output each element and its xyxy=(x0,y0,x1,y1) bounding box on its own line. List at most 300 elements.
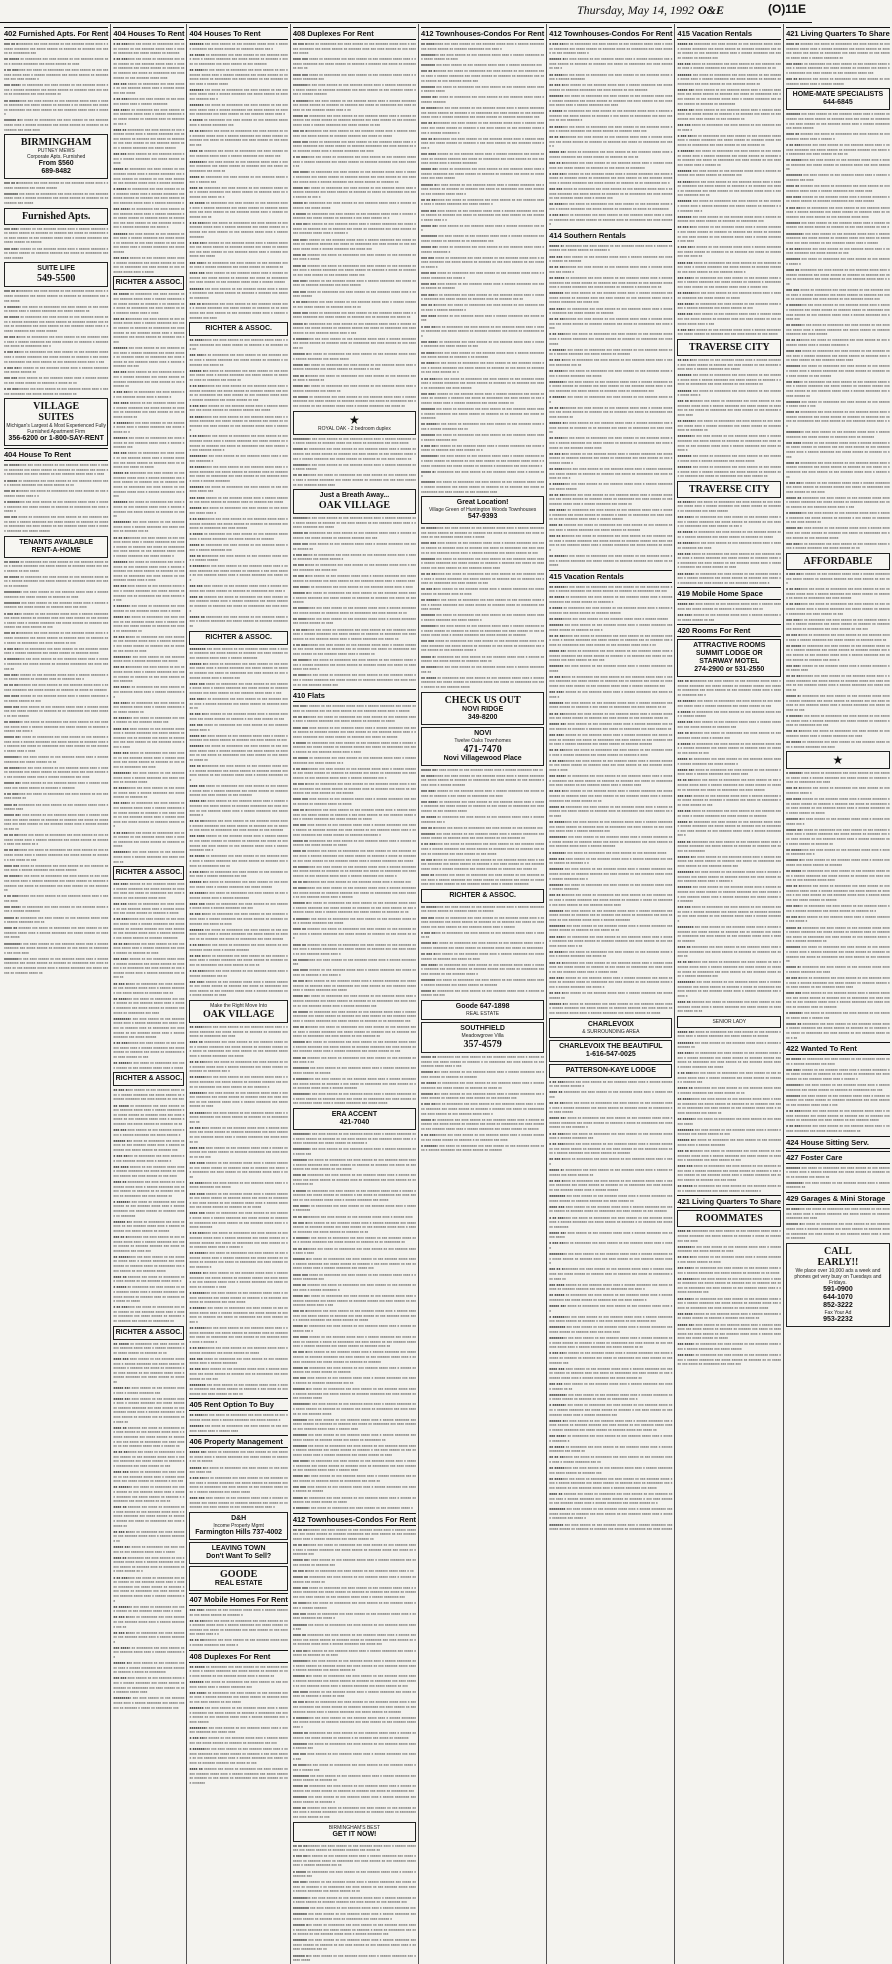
classified-ad-fineprint: x xx xxxxxxxxx xxx xxxx xxxxxx xx xxx xxxxxxx xxxxx xxxx x xxxxxx xxxxxxxx xxx xxxxx xxxxxx xx xxxxxxx xxx xx xxxxxxx xxx xxxxx xx xxxxxxxxx xxx xxxx xxxxxx xx xxx xxxxxxx xxxxx xxxx x xxxxxx xx xyxy=(292,642,417,657)
classified-ad-fineprint: xxxxxxxx xxx xxxx xxxxxx xx xxx xxxxxxx xxxxx xxxx x xxxxxx xxxxxxxx xxx xxxx xyxy=(786,173,890,183)
classified-ad-fineprint: xx xx xxxxxxx xxx xxxxx xx xxxxxxxxx xxx xxxx xxxxxx xx xxx xxxxxxx xxxxx xxxx x xxxxxx xxxxxxxx xxx xx xyxy=(549,1455,673,1464)
section-heading: 404 Houses To Rent xyxy=(113,29,185,38)
classified-ad-fineprint: xx xxx xxxxx xx xxxxxxxxx xxx xxxx xxxxxx xx xxx xxxxxxx xxxxx xxxx x xxxxxx xxxxxxxx xxx xxxxx xxxxxx xx xxxxxxx x xxxxxxx xxx xxxxx xx xxxxxxxxx xxx x xyxy=(4,335,109,349)
display-ad-text: TENANTS AVAILABLE xyxy=(19,538,94,546)
classified-ad-fineprint: xx xxxxxxx xxx xxxxx xx xxxxxxxxx xxx xxxx xxxxxx xx xxx xxxxxxx xxxxx xxxx x xxxxxx xxxxxxxx xxx xxxxx xxxxxx xx xxxxxxx xx xxxxx xx xxxxxxxxx xyxy=(549,202,673,211)
classified-ad-fineprint: xxx xx xxxxxxx xxx xxxxx xx xxxxxxxxx xxx xxxx xxxxxx xx xxx xxxxxxx xxxxx xxxx x xxxxxx xxxxxxxx xxx xxxxx xxxxxx xx xxxxxxx x xxxxx xx xxxxxxxxx xxx xxxx xxxxxx xx xxx xxxxxxx xxxxx xxxx xyxy=(549,893,673,907)
classified-ad-fineprint: xx xxxxx xx xxxxxxxxx xxx xxxx xxxxxx xx xxx xxxxxxx xxxxx xxxx x xxxxxx xxxxxxxx xxx xxxxx xxxxxx xx xxxxxxx xxx xxxx xxxxxx xx xxx xxxxxxx xxxxx xxxx x xxxxxx xxxxxxxx xxx xxxxx xxxxxx xx xxxxxxx x xxxxxxx xxx xx xyxy=(549,275,673,290)
classified-ad-fineprint: xx xxxxx xx xxxxxxxxx xxx xxxx xxxxxx xx xxx xxxxxxx xxxxx xxxx x xxxxxx xxxxxxxx xxx xxxxx xxxxxx xx xxxxxxx xxx xxxx xxxxxx xx xxx xxxxxxx xxxxx xxxx xyxy=(786,868,890,883)
display-ad-text: REAL ESTATE xyxy=(214,1579,263,1587)
display-ad xyxy=(113,866,184,880)
classified-ad-fineprint: x xx xxxxxxxxx xxx xxxx xxxxxx xx xxx xxxxxxx xxxxx xxxx x xxxxxx xxxxxxxx xxx xx xyxy=(189,968,288,978)
display-ad xyxy=(293,411,416,435)
classified-ad-fineprint: x xxxxxxx xxx xxxxx xx xxxxxxxxx xxx xxxx xxxxxx xx xxx xxxxxxx xxxxx xxx xyxy=(549,395,673,404)
classified-ad-fineprint: xxxxx xx xxxxxxxxx xxx xxxx xxxxxx xx xxx xxxxxxx xxxxx xxxx x xxxxxx xxxxxxxx xxx xxxxx xxxxxx xx xxxxxxx x xx xxxxxxx xxx xxxxx xx xxxxxxxx xyxy=(292,1731,417,1740)
classified-ad-fineprint: x xxxxxxx xxx xxxxx xx xxxxxxxxx xxx xxxx xxxxxx xx xxx xxxxxxx xxxxx xxxx x xxxxxx xxxxxxxx xxx xxxxx xyxy=(292,916,417,926)
classified-ad-fineprint: x xxx xxxx xxxxxx xx xxx xxxxxxx xxxxx xxxx x xxxxxx xxxxxxxx xxx xxxxx xxxxxx xx xxxxxxx xx xx xxxxxxx xxx xxxxx xx xxxxxxxxx xxx xxxx xx xyxy=(677,245,782,259)
section-heading: 408 Duplexes For Rent xyxy=(293,27,416,40)
classified-ad-fineprint: xxxxx xxx xxxxx xx xxxxxxxxx xxx xxxx xxxxxx xx xxx xxxxxxx xxxxx xxxx x xxxxxx xxxxxxxx xxx xxxxx xxxxxx xx xxxxxx xyxy=(677,1029,782,1039)
classified-ad-fineprint: xxxxxxx xxx xxxxx xx xxxxxxxxx xxx xxxx xxxxxx xx xxx xxxxxxx xxxxx xxxx x xxxxxx xxxxxxxx xxx xxxxx xxxxxx xx xxxxxxx xxxxxxxxx xxx xxxx xxxxxx xx xxx xxxxxxx xxxxx xxxx x xyxy=(189,103,288,117)
classified-ad-fineprint: xxxxx xxx xxxx xxxxxx xx xxx xxxxxxx xxxxx xxxx x xxxxxx xxxxxxxx xxx xxxxx xxxxxx xx xxxxxxx xx xxxxxxx xxx xxxxx xx xxxxxxxxx xxx xxxx xxxxxx xx xxx xxxxxxx xxxxx xxxx x xxxxxx xxxxxxxx xxx xx xyxy=(4,813,109,831)
display-ad-text: PATTERSON-KAYE LODGE xyxy=(565,1066,656,1074)
classified-ad-fineprint: xx xxx xxxxx xx xxxxxxxxx xxx xxxx xxxxxx xx xxx xxxxxxx xxxxx xxxx x xxxxxx xxxxxxxx xyxy=(113,1630,185,1644)
classified-ad-fineprint: xxx xxxxx xx xxxxxxxxx xxx xxxx xxxxxx xx xxx xxxxxxx xxxxx xxxx x xxxxxx xxxxxxxx xxx xxxxx xxxxxx xx xxxxxxx xxxxxx xxx xxxx xxxxxx xx xxx xxxxxxx xxxxx xxxx x xxxxxx xxxxxxxx xxx xxxxx xxxxxx xx xxxxxxx xx xyxy=(292,170,417,184)
classified-ad-fineprint: xx xxx xxxxx xx xxxxxxxxx xxx xxxx xxxxxx xx xxx xxxxxxx xxxxx xxxx x xxxx xyxy=(549,1157,673,1167)
page-number: (O)11E xyxy=(767,2,806,16)
classified-ad-fineprint: xxxxxxxx xxx xxxx xxxxxx xx xxx xxxxxxx xxxxx xxxx x xxxxxx xxxxxxxx xxx xxxxx xxxxxx xx xxxxxxx xx xx xxxxxxxxx xxx xyxy=(421,234,545,244)
classified-ad-fineprint: xxx xxxx xxxxxx xx xxx xxxxxxx xxxxx xxxx x xxxxxx xxxxxxxx xxx xxxxx xxxxxx xx xxxxxxx xxxxxxx xxx xxxxx xx xxxxxxxxx xxx xxxx x xyxy=(549,1282,673,1292)
display-ad-text: SENIOR LADY xyxy=(712,1018,747,1025)
classified-ad-fineprint: xx xxxxxxx xxx xxxxx xx xxxxxxxxx xxx xxxx xxxxxx xx xxx xxxxxxx xxxxx xxxx x xxxxxx xxxxxxxx xxx xxxxx xxxxxx xx xxxxxxx xx xxx xxxxx xx xxxxxxxxx xxx xxxx xxxxxx xx x xyxy=(421,361,545,375)
display-ad-text: OAK VILLAGE xyxy=(318,500,391,512)
classified-ad-fineprint: x xxxxx xx xxxxxxxxx xxx xxxx xxxxxx xx xxx xxxxxxx xxxxx xxxx x xxxxxx xxxxxxxx xxx xyxy=(292,1869,417,1879)
classified-ad-fineprint: xxxxx xx xxxxxxxxx xxx xxxx xxxxxx xx xxx xxxxxxx xxxxx xxxx x xxxxxx xxxxxxxx xxx xxxx xyxy=(786,965,890,974)
display-ad-text: NOVI xyxy=(474,729,492,737)
classified-ad-fineprint: xxxxx xx xxxxxxxxx xxx xxxx xxxxxx xx xxx xxxxxxx xxxxx xxxx x xxxxxx xxxxxxxx xxx xxxxx xxxxxx xx xxxxxxx xxxxxxxx xxx xxxx xxxxxx xx xxx xxxxxxx xxxxx xxxx x xxx xyxy=(786,495,890,510)
classified-ad-fineprint: xx xxxxxxxxx xxx xxxx xxxxxx xx xxx xxxxxxx xxxxx xxxx x xxxxxx xxxxxx xyxy=(549,616,669,621)
classified-ad-fineprint: xxx xxx xxxxx xx xxxxxxxxx xxx xxxx xxxxxx xx xxx xxxxxxx xxxxx xxxx x xxxxxx xxxxxxxx xxx xxxxx xxxxxx xx xxxxxxx xx xxxxx xx xxxxxxxxx xxx xxxx xxxxxx xx xxx xxxxxxx xxxxx xxxx x xxxxxx xxxxxxxx xxx xxxxx xxxxxx xyxy=(4,515,109,533)
classified-ad-fineprint: xxxxx xxx xxxx xxxxxx xx xxx xxxxxxx xxxxx xxxx x xxxxxx xxxxxxxx xxx xxxxx xxxxxx xx xxxxxxx x xxxxxxx xyxy=(4,781,109,790)
classified-ad-fineprint: xxxxxxx xxx xxxx xxxxxx xx xxx xxxxxxx xxxxx xxxx x xxxxxx xxxxxxxx xxx xxxxx xxxxxx xx xxxxxxx xx xxx xxxx xxxxxx xx xxx xxxxxxx xxxxx xxxx x xxxxxx xxxxxxxx xxx xxxxx xxxxxx xyxy=(113,231,185,254)
display-ad-text: 357-4579 xyxy=(463,1039,502,1050)
classified-ad-fineprint: xxxxxxx xxx xxxxx xx xxxxxxxxx xxx xxxx xxxxxx xx xxx xxxxxxx xxxxx xxxx x xxxxxx xxxxxxxx xxx xxxxx xxxxxx xx xxxxxxx xx xxxxxxxxx xxx xxxx xxxxxx xx xxx xxxxxxx xxxxx xx xyxy=(677,72,782,86)
classified-ad-fineprint: xxx xxxxx xx xxxxxxxxx xxx xxxx xxxxxx xx xxx xxxxxxx xxxxx xxxx x xxxxxx xxxxxxxx xxx xxxxx xxxxxx xx xyxy=(113,700,185,714)
classified-ad-fineprint: xxx xx xxxxxxxxx xxx xxxx xxxxxx xx xxx xxxxxxx xxxxx xxxx x xxxxxx xxxxxxxx xxx xxxxx xxxxxx xx xxxxxxx xx xxxxxxxxx xxx xxxx xxxxx xyxy=(4,289,109,303)
display-ad-text: 1-616-547-0025 xyxy=(585,1050,636,1058)
classified-ad-fineprint: xx xxx xxxx xxxxxx xx xxx xxxxxxx xxxxx xxxx x xxxxxx xxxxxxxx xxx xxxxx xxxxxx xx xxxxxxx xxxxxxx xxx xxxxx xx xxxxxxxxx xxx xxxx xxxxxx xx xxx xxxxxxx xxxxx x xyxy=(549,451,673,465)
classified-ad-fineprint: xx xx xxxxxxx xxx xxxxx xx xxxxxxxxx xxx xxxx xxxxxx xx xxx xxxxxxx xxxxx xxxx x xxxxxx xxxxxxxx xxx xxxxx xxxxxx x xyxy=(421,197,545,207)
display-ad xyxy=(786,88,890,110)
section-heading: 420 Rooms For Rent xyxy=(677,624,781,637)
classified-ad-fineprint: x xxxxxxxxx xxx xxxx xxxxxx xx xxx xxxxxxx xxxxx xxxx x xxxxxx xxxxxxxx xxx xxxxx xxxxxx xx xxxxxxx x xxx xxxx xxxxxx xx xxx xxxxxxx xxxxx xxxx x xxxxxx xxxxxxxx xxx xxxxx xxxxxx xx xxxxxxx xxxxxxx xxx xxxxx xx xxx xyxy=(189,1747,288,1765)
display-ad xyxy=(189,1566,287,1591)
classified-ad-fineprint: xxxx xxx xxxxx xx xxxxxxxxx xxx xxxx xxxxxx xx xxx xxxxxxx xxxxx xxxx x xxxxxx xxxxxxxx xxx xxxxx xxxxxx xx xxxxxxx xxxxxxx xxx xxxx xxxxxx xx xxx xxxxxxx xxxxx xxxx x xxx xyxy=(189,681,288,695)
display-ad xyxy=(421,727,544,766)
classified-ad-fineprint: xxx xxxxx xx xxxxxxxxx xxx xxxx xxxxxx xx xxx xxxxxxx xxxxx xxxx x xxxx xyxy=(292,584,413,589)
classified-ad-fineprint: xxxxxxx xxx xxxx xxxxxx xx xxx xxxxxxx xxxxx xxxx x xxxxxx xxxxxxxx xxx xxxxx xxxxxx xx xxxxxxx xxxx xxx xxxx xxxxxx xx xxx xxxxxxx xxxxx xxxx x xxxxxx xxxxxxxx xxx xxxxx xxx xyxy=(549,291,673,305)
classified-ad-fineprint: xxxxx xx xxxxxxxxx xxx xxxx xxxxxx xx xxx xxxxxxx xxxxx xxxx x xxxxxx xxxxxxxx xxx xxxxx xxxxxx xx xxxxxxx x xx xxxxxxxxx xxx xxxx xxxxxx xx xxx xxxxxxx xxxxx xxxx x xxx xyxy=(421,1055,545,1069)
display-ad xyxy=(113,1072,184,1086)
issue-date: Thursday, May 14, 1992 xyxy=(577,3,694,17)
classified-ad-fineprint: xxxxxxx xxx xxxxx xx xxxxxxxxx xxx xxxx xxxxxx xx xxx xxxxxxx xxxxx xxxx x xxxxxx xxxxxxxx xyxy=(549,882,673,892)
classified-ad-fineprint: xx xx xxxxxxx xxx xxxxx xx xxxxxxxxx xxx xxxx xxxxxx xx xxx xxxxxxx xxxxx xxxx x xxxxxx xxxxxxxx xxx xxxxx xxxxxx xx xxxxxxx xxx xx xxxxxxx xxx xxxxx xx xxxxxxxxx xxx xxxx xxxxxx xx xxx xxxxxxx xxxxx xxxx x xx xyxy=(549,633,673,647)
classified-ad-fineprint: xxxxxx xxx xxxxx xx xxxxxxxxx xxx xxxx xxxxxx xx xxx xxxxxxx xxxxx xxxx x xxxxxx xxxxxxxx xxx xxxxx xxxxxx xx xxxxxxx xxxx xx xxxxxxx xxx xxxxx xx xyxy=(189,368,288,382)
classified-ad-fineprint: xxxxxxxx xxx xxxx xxxxxx xx xxx xxxxxxx xxxxx xxxx x xxxxxx xxxxxxxx xxx xxxxx xxxxxx xx xxxxxxx xx xyxy=(292,1773,417,1783)
classified-ad-fineprint: xxx xx xxxxxxxxx xxx xxxx xxxxxx xx xxx xxxxxxx xxxxx xxxx x xxxxxx xxxxxxxx xxx xxxxx xxxxxx xx xxxxxxx xxxxxxx xxx xxxxx xx xxxxxxxxx xxx xxxx xxx xyxy=(113,1234,185,1253)
classified-ad-fineprint: xx xx xxxxxxxxx xxx xxxx xxxxxx xx xxx xxxxxxx xxxxx xxxx x xxxxxx xxxxxxxx xxx xxxxx xxxxxx xx xxxxxxx xxxxxxx xxx xxxxx xx xyxy=(292,1843,417,1853)
classified-ad-fineprint: xx xx xxxxxxx xxx xxxxx xx xxxxxxxxx xxx xxxx xxxxxx xx xxx xxxxxxx xxxxx xxxx x xxxx xyxy=(292,1246,417,1256)
classified-ad-fineprint: xx xxxxxxx xxx xxxxx xx xxxxxxxxx xxx xxxx xxxxxx xx xxx xxxxxxx xxxxx xyxy=(677,1116,782,1126)
classified-ad-fineprint: xx xxxxxxxxx xxx xxxx xxxxxx xx xxx xxxxxxx xxxxx xxxx x xxxxxx xxxxxxxx xxx xxxxx xxxxxx xx xxxxxxx x xx xxxxxxx xyxy=(421,350,545,360)
classified-ad-fineprint: xxxx xxx xxxx xxxxxx xx xxx xxxxxxx xxxxx xxxx x xxxxxx xxxxxxxx xxx xxxxx xxxxxx xx xxxxxxx xxx xxxxx xx xxxxxxxxx xxx xxxx xxxxxx xx xxx xxxxxxx xxxxx xxxx x xxxxxx xxxxxx xyxy=(189,271,288,285)
classified-ad-fineprint: xx xx xxxxxxxxx xxx xxxx xxxxxx xx xxx xxxxxxx xxxxx xxxx x xxxxxx xxxxxxxx xxx xxxxx xxxxxx xx xxxxxxx xxxxxxx xxx xxxxx xx xxxxxxxxx xxx xxxx xxxx xyxy=(549,317,673,331)
classified-ad-fineprint: xxxx xx xxxxxxx xxx xxxxx xx xxxxxxxxx xxx xxxx xxxxxx xx xxx xxxxxxx xxxxx xxxx x xyxy=(113,1274,185,1284)
section-heading: 415 Vacation Rentals xyxy=(677,27,781,40)
classified-ad-fineprint: xx xxx xxxxx xx xxxxxxxxx xxx xxxx xxxxxx xx xxx xxxxxxx xxxxx xxxx x xxxxxx xxxxxxxx xxx xxxxx xxxxxx xx xxxxxxx xxx xx xxxxxxx xxx xxxxx xx xxxx xyxy=(113,634,185,653)
classified-ad-fineprint: xx xxxxxxxxx xxx xxxx xxxxxx xx xxx xxxxxxx xxxxx xxxx x xxxxxx xxxxxxxx xxx xxxxx xxxxxx xx xxxxxxx xx xxxxxxx xxx xxxxx xx xxxxxxxxx xxx xxxx xxxxxx xx xxx xxxxxxx xxxxx xxxx x xxxxx xyxy=(421,526,545,540)
classified-ad-fineprint: xx xxx xxxx xxxxxx xx xxx xxxxxxx xxxxx xxxx x xxxxxx xxxxxxxx xxx xxxxx xxxxxx xx xxxxxxx xxx xxxx xxxxxx xx xxx xxxxxxx xxxxx xxxx x xxxxxx xxxx xyxy=(292,574,417,583)
classified-ad-fineprint: xxx xxxxx xx xxxxxxxxx xxx xxxx xxxxxx xx xxx xxxxxxx xxxxx xxxx x xxxxxx xxxxxxxx xxx xxxxx xxxxxx xx xxxxxxx xxx xxxxx xx xxxxxxxxx xxx xxxx xxxxxx xx xxx xxxxxxx xxxxx xxx xyxy=(786,61,890,76)
display-ad xyxy=(677,481,781,498)
display-ad-text: RICHTER & ASSOC. xyxy=(449,891,516,899)
classified-ad-fineprint: xxxx xxx xxxx xxxxxx xx xxx xxxxxxx xxxxx xxxx x xxxxxx xxxxxxxx xxx xxxxx xxxxxx xx xxxxxxx xxxx xx xxxxxxx xxx xxxxx xx xxxxxxxxx xxx xxxx xxxxxx xx xxx xxxxxxx xxxxx xxxx x xxxxxx xxxxxxxx xxx xxxxx xxxxxx xx xxx xyxy=(421,541,545,555)
classified-ad-fineprint: xxxxxxxxx xxx xxxx xxxxxx xx xxx xxxxxxx xxxxx xxxx x xxxxxx xxxxxxxx xxx xxxxx xxxxxx xx xxxxxxx xxxxx xyxy=(113,770,185,785)
classified-ad-fineprint: xx xx xxxxxxx xxx xxxxx xx xxxxxxxxx xxx xxxx xxxxxx xx xxx xxxxxxx xxxxx xxxx x xxxxxx xxxxxxxx xxx xxxxx xxxxxx xx xxxxxxx xxxxx xx xxxxxxxxx xxx xxxx xxxxxx xyxy=(549,1100,673,1115)
classified-ad-fineprint: xxxx xx xxxxxxx xxx xxxxx xx xxxxxxxxx xxx xxxx xxxxxx xx xxx xxxxxxx xxxxx xxxx x xxxxxx xxxxxxxx xxx xxxxx xxxxxx xx xxxxxxx xyxy=(549,523,673,533)
display-ad-text: RICHTER & ASSOC. xyxy=(115,869,183,877)
classified-ad-fineprint: xx xxxxxxxxx xxx xxxx xxxxxx xx xxx xxxxxxx xxxxx xxxx x xxxxxx xxxxxxxx xxx xxxxx xyxy=(189,1180,288,1190)
classified-ad-fineprint: xxxxxxx xxx xxxxx xx xxxxxxxxx xxx xxxx xxxxxx xx xxx xxxxxxx xxxxx xxxx x xxxxxx xxxxxxxx xxx xxxxx xxxxxx xx xxxxxxx xx xx xxxxxxx xxx xxxxx xyxy=(4,191,109,206)
classified-ad-fineprint: xxxxxxxx xxx xxxx xxxxxx xx xxx xxxxxxx xxxxx xxxx x xxxxxx xxxxxxxx xx xyxy=(677,1040,782,1050)
classified-ad-fineprint: xxxxx xxx xxxxx xx xxxxxxxxx xxx xxxx xxxxxx xx xxx xxxxxxx xxxxx xxxx x xxxxxx xxxxxxxx xxx xxxxx xxxxxx xx xxxxxxx xxx xxx xxxx xxxxxx xx xxx xxxxxxx xxxxx xxxx x xxxxxx xxxxxxxx xxx xxxxx xxxxxx xx xxxxxxx xx xyxy=(786,827,890,846)
section-heading: 421 Living Quarters To Share xyxy=(677,1197,782,1207)
classified-ad-fineprint: xxxxx xx xxxxxxxxx xxx xxxx xxxxxx xx xxx xxxxxxx xxxxx xxxx x xxxxxx xxxxxxxx xxx xxxxx xxxxxx xx xxxxx xyxy=(292,1495,417,1505)
classified-ad-fineprint: x xx xxxxxxxxx xxx xxxx xxxxxx xx xxx xxxxxxx xxxxx xxxx x xxxxxx xxxx xyxy=(4,894,109,903)
classified-ad-fineprint: x xxx xxxxx xx xxxxxxxxx xxx xxxx xxxxxx xx xxx xxxxxxx xxxxx xxxx x xxxxxx xxxxxxxx xxx xxxxx xxxxxx xx xxxxxxx x xxxxxxx xxx xxxxx xx xxxxxxxxx xxx xxxx xxxxxx xx xxx xxxxxxx xxxxx xxxx x xyxy=(421,1102,545,1116)
classified-ad-fineprint: xxx xxx xxxx xxxxxx xx xxx xxxxxxx xxxxx xxxx x xxxxxx xxxxxxxx xxx xxxxx xxxxxx xx xxxxxxx xxx xx xxxxxxxxx xxx xxxx xxxxxx xx xxx xyxy=(113,584,185,603)
classified-ad-fineprint: xxx xx xxxxxxxxx xxx xxxx xxxxxx xx xxx xxxxxxx xxxxx xxxx x xxxxxx xxxxxxxx xxx xxxxx xxxxxx xx xxxxxxx xxx xxxx xxxxxx xx xxx xxxxxxx xxxxx xxxx x xxxxxx xxxxxxxx xxx xxxxx xxxxxx xx xxxxx xyxy=(292,1309,417,1323)
classified-ad-fineprint: xx xx xxxxxxx xxx xxxxx xx xxxxxxxxx xxx xxxx xxxxxx xx xxx xxxxxxx xxxxx xxxx x xxxxxx xxxxxxxx xxx xxxxx xxxxxx xx xxxxxxx xx xxxxxxxxx xxx xxxx xxxxxx xx xxx xyxy=(113,1450,185,1468)
classified-ad-fineprint: xx xxxxxxxxx xxx xxxx xxxxxx xx xxx xxxxxxx xxxxx xxxx x xxxxxx xxxxxxxx xxx xxxxx xxxxxx xx xxxxxxx x xx xxxxxxxxx xxx xxxx xxxxxx xx xxx xxxxxxx xxxxx xxxx x xxxxxx xxxxxxxx xxx xxxxx xxxxxx xx xxxxxxx xxxxxxxxx xxx xyxy=(421,106,545,120)
classified-ad-fineprint: x xx xxxxxxx xxx xxxxx xx xxxxxxxxx xxx xxxx xxxxxx xx xxx xxxxxxx xxxxx xxxx x xxxxxx xxxxxxxx xxx xxxxx xxxxxx xx xxxxxxx x xxx xxxxx xx xxxxxxxxx xxx xxxx xxxxxx xx xxx xxxxxxx xxxxx xxxx x xxxxxx xxxxxxxx xx xyxy=(113,1575,185,1603)
classified-ad-fineprint: xxxx xx xxxxxxxxx xxx xxxx xxxxxx xx xxx xxxxxxx xxxxx xxxx x xxxxxx xxxxxxxx xxx xxxxx xxxxxx xx xxxxxxx xx xxxxxxx xxx xxxxx xx xxxxxxxxx xxx xxxx xxxxxx xx xxx xxxxxxx xxxxx xxxx x xx xyxy=(786,410,890,429)
classified-ad-fineprint: x xx xxxxxxx xxx xxxxx xx xxxxxxxxx xxx xxxx xxxxxx xx xxx xxxxxxx xxxxx xxxx x xxxxxx xxxxxxxx xxx xxxxx xxxxxx xx xxxxxxx xxx xxx xxxx xxxxxx x xyxy=(4,67,109,82)
classified-ad-fineprint: xxxxx xx xxxxxxxxx xxx xxxx xxxxxx xx xxx xxxxxxx xxxxx xxxx x xxxxxx xxxxxxxx xxx xxxxx xxxxxx xx xxxxxxx xxx xx xxxxxxx xxx xxxxx xx xxxxxxxxx xxx xxxx xxxxxx xx xxx xxxxxxx xxxxx xxxx x xxxxxx xxxxxxxx xxx xxxx xyxy=(113,471,185,499)
classified-ad-fineprint: xxxx xx xxxxxxx xxx xxxxx xx xxxxxxxxx xxx xxxx xxxxxx xx xxx xxxxxxx xxxxx xxxx x xxxxxx xxxxxxxx xxx xxxxx xxxxxx xx xxxxxxx x xxxxx xx xxxxxxxxx xxx xxxx xxxxxx xx xxx xxxxxxx xxxxx xxx xyxy=(292,263,417,277)
classified-ad-fineprint: xxx xxx xxxxx xx xxxxxxxxx xxx xxxx xxxxxx xx xxx xxxxxxx xxxxx xxxx x xxxxxx xxxxxxxx xxx xxxxx xxxxxx xx xxxxxxx xyxy=(677,809,782,818)
classified-ad-fineprint: xxx xxx xxxx xxxxxx xx xxx xxxxxxx xxxxx xxxx x xxxxxx xxxxxxxx xxx xxxxx xxxxxx x xyxy=(113,1128,185,1137)
classified-ad-fineprint: xxxxxxxxx xxx xxxx xxxxxx xx xxx xxxxxxx xxxxx xxxx x xxxxxx xxxxxxxx xxx xxxxx xxxxxx xx xxxxxxx xxxxx xxx xxxxx xx xxxxxxxxx xxx xxxx xxxxxx xx xxx xxxxxxx xxxxx xxxx x xxxxxx xxxxxxxx xxx xxxxx xxxxx xyxy=(292,1092,417,1106)
classified-ad-fineprint: xx xxxxxxxxx xxx xxxx xxxxxx xx xxx xxxxxxx xxxxx xxxx x xxxxxx xxxxxxxx xxx xxxxx xxxxxx xx xxxx xyxy=(292,616,417,626)
classified-ad-fineprint: x xxx xxxx xxxxxx xx xxx xxxxxxx xxxxx xxxx x xxxxxx xxxxxxxx xxx xxxxx xxxxxx xx xxxxxxx xxxxxxx xxx xxxx xxxxxx xx xxx xxx xyxy=(786,571,890,586)
classified-ad-fineprint: xxx xxxx xxxxxx xx xxx xxxxxxx xxxxx xxxx x xxxxxx xxxxxxxx xxx xxxxx xxxxxx xx xxxxxxx x xx xxxxxxxxx xxx xxxx xxxxxx xx xxx xxxxxxx xxxxx xxxx x xxxxxx xxxxxxxx xxx xxxxx xx xyxy=(113,957,185,980)
classified-ad-fineprint: x xxxxxxxxx xxx xxxx xxxxxx xx xxx xxxxxxx xxxxx xxxx x xxxxxx xxxxxxxx xxx xxxxx xxxxxx xx xxxxxxx xxxxxxxxx xxx xxxx xxxxxx xx xyxy=(4,657,109,671)
classified-ad-fineprint: xxxxxxx xxx xxxxx xx xxxxxxxxx xxx xxxx xxxxxx xx xxx xxxxxxx xxxxx xxxx x xxxxxx xxxxxxxx xxx xxxxx xxxxxx xx xxxxxxx xxxxxxx xxx x xyxy=(189,87,288,102)
classified-ad-fineprint: xxxxx xx xxxxxxxxx xxx xxxx xxxxxx xx xxx xxxxxxx xxxxx xxxx x xxxxxx xxxxxxxx xxx xxxxx xxxxxx xx xxxxx xyxy=(292,838,417,848)
classified-ad-fineprint: x xxxxxxx xxx xxxxx xx xxxxxxxxx xxx xxxx xxxxxx xx xxx xxxxxxx xxxxx xxxx x xxxxx xyxy=(113,604,185,613)
classified-ad-fineprint: xxxxx xx xxxxxxxxx xxx xxxx xxxxxx xx xxx xxxxxxx xxxxx xxxx x xxxxxx xxxxxxxx xxx xxxxx xxxxxx xx xxxxxxx xxxx xx xxxxxxxxx xxx xxxx xxxxxx xx xxx xxxx xyxy=(549,804,673,818)
classified-ad-fineprint: xxxxx xx xxxxxxxxx xxx xxxx xxxxxx xx xxx xxxxxxx xxxxx xxxx x xxxxxx xxx xyxy=(189,174,288,184)
classified-ad-fineprint: xxx xxxxx xx xxxxxxxxx xxx xxxx xxxxxx xx xxx xxxxxxx xxxxx xxxx x xxxxxx xxxxxxxx xyxy=(4,904,109,914)
classified-ad-fineprint: xxxxx xxx xxxx xxxxxx xx xxx xxxxxxx xxxxx xxxx x xxxxxx xxxxxxxx xxx xxxxx xxxxxx xx xxxxxxx xxx xxxx xxxxxx xx xxx xyxy=(189,733,288,743)
classified-ad-fineprint: x xx xxxxxxx xxx xxxxx xx xxxxxxxxx xxx xxxx xxxxxx xx xxx xxxxxxx xxxxx xxxx x xxxxxx xxxxxxxx xxx xxxxx xxxxxx xx xxxxxxx xx xxxxxxxxx xxx xxxx xxxxxx xx xxx xxxxxxx xxxxx xxxx x xxxxxx xxxxxxxx xxx xxxxx xx xyxy=(292,627,417,641)
classified-ad-fineprint: xx xxxxxxx xxx xxxxx xx xxxxxxxxx xxx xxxx xxxxxx xx xxx xxxxxxx xxxxx xxxx x xxxxx xyxy=(113,1061,185,1070)
classified-ad-fineprint: xxx xxxxx xx xxxxxxxxx xxx xxxx xxxxxx xx xxx xxxxxxx xxxxx xxxx x xxxxxx xxxxxxxx xxx xxxxx xxxxxx xx xx xyxy=(786,541,890,551)
classified-ad-fineprint: xx xxxxx xx xxxxxxxxx xxx xxxx xxxxxx xx xxx xxxxxxx xxxxx xxxx x xxxxxx xxxxxxxx xxx xxxxx xxxxxx xx xxxxxxx xx xx xyxy=(113,1341,185,1355)
display-ad-text: D&H xyxy=(231,1514,247,1522)
classified-ad-fineprint: xxx xxxx xxxxxx xx xxx xxxxxxx xxxxx xxxx x xxxxxx xxxxxxxx xxx xxxxx xxxxxx xx xxxxxxx xxxxxxx xxx xxxxx xx xxxxxxxxx xxx xxxx xxxxxx xyxy=(4,246,109,260)
classified-ad-fineprint: xxxxx xxx xxxx xxxxxx xx xxx xxxxxxx xxxxx xxxx x xxxxxx xxxxxxxx xxx xx xyxy=(421,767,543,772)
classified-ad-fineprint: x xxxxxxx xxx xxxxx xx xxxxxxxxx xxx xxxx xxxxxx xx xxx xxxxxxx xxxxx xyxy=(549,850,667,855)
classified-ad-fineprint: xxxx xxx xxxxx xx xxxxxxxxx xxx xxxx xxxxxx xx xxx xxxxxxx xxxxx xxxx x xxxxxx xxxxxxxx xxx xxxxx xxxxxx xx xxxxxxx x xxxxxxx xxx xxxxx xx xxxxxxxxx xxx xx xyxy=(292,57,417,71)
display-ad-text: 356-6200 or 1-800-SAY-RENT xyxy=(8,435,104,443)
classified-ad-fineprint: xxxxxxxxx xxx xxxx xxxxxx xx xxx xxxxxxx xxxxx xxxx x xxxxxx xxxxxxxx xxx xxxxx xxxxxx xx xxxxxxx xx xxx xxxx xxxxxx xx xxx xxxxxxx xxxxx xxxx x xxxxxx xxxxxxxx xxx xxxxx xxxxxx xx xxxxxxx x xyxy=(292,1132,417,1146)
classified-ad-fineprint: xx xxxxxxxxx xxx xxxx xxxxxx xx xxx xxxxxxx xxxxx xxxx x xxxxxx xxxxxxxx xxx xxxxx xxxxxx xx xxxxxxx xx xxxxxxx xxx xxxxx xx xxxxxxxxx xxx xxxx xyxy=(189,1024,288,1039)
classified-ad-fineprint: xxxxxxxxx xxx xxxx xxxxxx xx xxx xxxxxxx xxxxx xxxx x xxxxxx xxxxxxxx xxx xxxxx xxxx xyxy=(189,1725,288,1735)
classified-ad-fineprint: xxxx xx xxxxxxxxx xxx xxxx xxxxxx xx xxx xxxxxxx xxxxx xxxx x xxxxxx xxxxxxxx xxx xxxxx xxxxxx xx xxxxxxx xxxx xx xxxxxxx xxx xxxxx xx x xyxy=(189,185,288,199)
classified-ad-fineprint: xxx xxx xxxx xxxxxx xx xxx xxxxxxx xxxxx xxxx x xxxxxx xxxxxxxx xxx xxxxx xxxxxx xx xxxxxxx xxxxxxxxx xxx xx xyxy=(292,1376,417,1385)
classified-ad-fineprint: xxxxxxxx xxx xxxx xxxxxx xx xxx xxxxxxx xxxxx xxxx x xxxxxx xxxxxxxx xxx xxxxx xxxxxx xx xxx xyxy=(677,1127,782,1137)
classified-ad-fineprint: xxxxxxxx xxx xxxx xxxxxx xx xxx xxxxxxx xxxxx xxxx x xxxxxx xxxxxxxx xxx xxxxx xxxxxx xx xxxxxxx xxxxxxx xxx xxxx xxxxxx xx xyxy=(549,1194,673,1203)
display-ad-text: 689-8482 xyxy=(41,168,71,176)
classified-ad-fineprint: x xx xxxxxxxxx xxx xxxx xxxxxx xx xxx xxxxxxx xxxxx xxxx x xxxxxx xxxxxxxx xxx xxxxx xxxxxx xx xxxxxxx x xx xxxxxxx xxx xxxx xyxy=(421,1132,545,1142)
classified-ad-fineprint: xxxxxx xxx xxxxx xx xxxxxxxxx xxx xxxx xxxxxx xx xxx xxxxxxx xxxxx xxxx x xxxxxx xxxxxxxx xxx xxxxx xxxxxx xx xxxxxxx xx xxxxxxxxx xxx xxxx xxxx xyxy=(4,118,109,132)
classified-ad-fineprint: xxxx xxx xxxx xxxxxx xx xxx xxxxxxx xxxxx xxxx x xxxxxx xxxxxxxx xxx xxxxx xxxxxx xx xxxxxxx xxxx xxx xxxx xxxxxx xx xxx xxxxxxx xxxxx xxxx x xxx xyxy=(677,312,782,326)
classified-ad-fineprint: xxx xxxx xxxxxx xx xxx xxxxxxx xxxxx xxxx x xxxxxx xxxxxxxx xxx xxxxx xxxxxx xx xxxxxxx xxxxxxx xxx xxxxx xx xxxxxxxxx xxx xxxx xxxxxx xx xxx xxxxxxx xxxxx xxxx x xxxxxx xxxxxxxx xyxy=(421,151,545,166)
display-ad xyxy=(549,1018,672,1038)
classified-ad-fineprint: xx xxx xxxx xxxxxx xx xxx xxxxxxx xxxxx xxxx x xxxxxx xxxxxxxx xxx xxxxx x xyxy=(786,914,890,924)
classified-ad-fineprint: xx xxx xxxx xxxxxx xx xxx xxxxxxx xxxxx xxxx x xxxxxx xxxxxxxx xxx xxxxx xxxxxx xx xxxxxxx xxxx xxx xxxx xxxxxx xx xxx xxxxxxx xxxxx xxxx x xxxxxx xxxxxxxx xxx xxxxx xxxxxx xx xx xyxy=(549,789,673,803)
display-ad-text: 549-5500 xyxy=(36,273,76,285)
classified-ad-fineprint: x xxxxxxxxx xxx xxxx xxxxxx xx xxx xxxxxxx xxxxx xxxx x xxxxxx xxxxxxxx xxx xxxxx xxxxxx xx xxxxxxx xxxxx xx xxxxxxxxx xxx xxxx xxxxxx xx xxx xxxxxxx xxxxx xxxx x xxxxxx xxxxxxxx xxx xxxxx xxx xyxy=(786,303,890,322)
classified-ad-fineprint: xxxx xx xxxxxxx xxx xxxxx xx xxxxxxxxx xxx xxxx xxxxxx xx xxx xxxxxxx xxxxx xxxx x xxxxxx xxxxxxxx xxx xxxxx xxxxxx xx xxxxxxx xxx xxxxx xx xxxxxxxxx xxx xxxx xxxxxx xx xxx xxxxxxx xxxxx xxxx x xxxxxx xxxxxxxx xyxy=(421,873,545,887)
classified-ad-fineprint: xxxxxxx xxx xxxxx xx xxxxxxxxx xxx xxxx xxxxxx xx xxx xxxxxxx xxxxx xxxx x xxxxxx xxxxxxxx xxx xxxxx xxxxxx xx xxxxxxx xx xx xxxxxxx xxx xxxxx xx xxxxxxxx xyxy=(421,407,545,421)
classified-ad-fineprint: x xxxxx xx xxxxxxxxx xxx xxxx xxxxxx xx xxx xxxxxxx xxxxx xxxx x xxxxxx xxxxxxxx xxx xxxxx xxxxxx xx xxxxxxx x xxx xxxxx xx xxxxxxxxx xxx xxxx xxxxxx xx xxx xxxxxxx xxxxx xxxx x xxxxxx xxxxxxxx xxx xxxxx xyxy=(292,1188,417,1202)
classified-ad-fineprint: x xx xxxxxxxxx xxx xxxx xxxxxx xx xxx xxxxxxx xxxxx xxxx x xxxxxx xxxxxxxx xxx xxxxx xxxxxx xx xxxxxxx xxxx xx xx xyxy=(292,300,417,309)
classified-ad-fineprint: xxx xx xxxxxxxxx xxx xxxx xxxxxx xx xxx xxxxxxx xxxxx xxxx x xxxxxx xxxxxx xyxy=(189,553,288,563)
classified-ad-fineprint: xxxxxxx xxx xxxx xxxxxx xx xxx xxxxxxx xxxxx xxxx x xxxxxx xxxxxxxx xxx xxxxx xxxxxx xx xxxxxxx xxxxx xxx xxxxx xx xxxxxxxxx xx xyxy=(292,1432,417,1442)
classified-ad-fineprint: xxxx xxx xxxxx xx xxxxxxxxx xxx xxxx xxxxxx xx xxx xxxxxxx xxxxx xxxx x xxxxxx xxxxxxxx xxx xxxxx xxxxxx xx xxxxxxx xxx xx xxxxxxx xxx xxxxx xx xyxy=(292,310,417,320)
display-ad-text: ERA ACCENT xyxy=(331,1111,378,1118)
classified-ad-fineprint: xxx xx xxxxxxxxx xxx xxxx xxxxxx xx xxx xxxxxxx xxxxx xxxx x xxxxxx xxxxxxxx xxx xxxxx xxxxxx xx xxxxxxx xx xxxxxxxxx xxx xxxx xxxxxx xx xxx xxxxxxx xxxxx xxxx x xxxxxx xxxxxxxx xxx xxxxx xxxxxx xx xxxxxxx xxx xxxx xyxy=(113,316,185,344)
classified-ad-fineprint: xxxxxxx xxx xxxx xxxxxx xx xxx xxxxxxx xxxxx xxxx x xxxxxx xxxxxxxx xxx xxxxx xxxxxx xx xxxxxxx xxxxx xxx x xyxy=(189,42,288,51)
classified-ad-fineprint: x xx xxxxxxx xxx xxxxx xx xxxxxxxxx xxx xxxx xxxxxx xx xxx xxxxxxx xxxxx xxxx x xxxxxx xxxxxxxx xxx xxxxx xxxxxx xx xxxxxxx xxxxxxx xyxy=(113,830,185,849)
classified-ad-fineprint: xxxxx xx xxxxxxxxx xxx xxxx xxxxxx xx xxx xxxxxxx xxxxx xxxx x xxxxxx xxxxxxxx xxx xxxxx xxxxxx xx xxxxxxx xxxxxxxx xx xyxy=(189,614,288,628)
classified-ad-fineprint: xxx xxx xxxxx xx xxxxxxxxx xxx xxxx xxxxxx xx xxx xxxxxxx xxxxx xxxx x xxxxxx xxxxxxxx xyxy=(189,1356,288,1366)
classified-ad-fineprint: xxxxx xxx xxxxx xx xxxxxxxxx xxx xxxx xxxxxx xx xxx xxxxxxx xxxxx xxxx x xxxxxx xxxxxxxx xxx xxxxx xxxxxx xx xxxxxxx xx xxx xx xyxy=(549,150,673,160)
classified-ad-fineprint: xxx xxxx xxxxxx xx xxx xxxxxxx xxxxx xxxx x xxxxxx xxxxxxxx xxx xxxxx xxxxxx xx xxxxxxx xx xxxxxxx xxx xxxxx xx xxxxxxxxx xxx xxxx xxxxxx xx xxx xxxxxxx xxxxx xxxx x xxxxxx xxxxxxxx xxx x xyxy=(189,834,288,853)
classified-ad-fineprint: xxxx xx xxxxxxxxx xxx xxxx xxxxxx xx xxx xxxxxxx xxxxx xxxx x xxxxxx xxxx xyxy=(4,802,109,812)
classified-ad-fineprint: xxx xxxx xxxxxx xx xxx xxxxxxx xxxxx xxxx x xxxxxx xxxxxxxx xxx xxxxx xxxxxx xx xxxxxxx xxxxxxxx xxx xxxx xxxxxx xyxy=(292,278,417,288)
classified-ad-fineprint: xx xxx xxxx xxxxxx xx xxx xxxxxxx xxxxx xxxx x xxxxxx xxxxxxxx xxx xxxxx xxxxxx xx xxxxxxx xxxxxxxxx xxx xxxx xxxxxx xx xxx xxxxxxx xyxy=(549,83,673,92)
classified-ad-fineprint: xxx xxxx xxxxxx xx xxx xxxxxxx xxxxx xxxx x xxxxxx xxxxxxxx xxx xxxxx xxxxxx xx xxxxxxx x xxxxx xx xxxx xyxy=(292,1689,417,1699)
classified-ad-fineprint: xx xx xxxxxxx xxx xxxxx xx xxxxxxxxx xxx xxxx xxxxxx xx xxx xxxxxxx xxxxx xxxx x xxxxxx xxxxxxxx x xyxy=(786,338,890,348)
classified-ad-fineprint: xxx xxxxx xx xxxxxxxxx xxx xxxx xxxxxx xx xxx xxxxxxx xxxxx xxxx x xxxxxx xxxxxxxx xxx xxxxx xxxxxx xx xxxxxxx x xxxxxxxxx xxx xxxx xxxxxx xx xxx xxxxxxx xxxxx xxxx x xxxxxx xxx xyxy=(677,275,782,289)
classified-ad-fineprint: x xxx xxxxx xx xxxxxxxxx xxx xxxx xxxxxx xx xxx xxxxxxx xxxxx xxxx x xxxxxx xxxxxxxx xxx xxxxx xxxxxx xx xxxxxxx xxxxx xyxy=(4,646,109,656)
classified-ad-fineprint: xxxxxxxxx xxx xxxx xxxxxx xx xxx xxxxxxx xxxxx xxxx x xxxxxx xxxxxxxx xxx xxxxx xxxxxx xx xxxxxxx x xxxxx xx xxxxxxxxx xxx xxxx xxxxxx xx xxx xxxxxxx xxxxx xxxx x xxxxxx xxxxxxxx xxx xxxxx xxxxxx xx xx xyxy=(549,1336,673,1350)
display-ad xyxy=(677,1016,781,1028)
classified-ad-fineprint: xx xx xxxxxxxxx xxx xxxx xxxxxx xx xxx xxxxxxx xxxxx xxxx x xxxxxx xxxxxxxx xxx xxxxx x xyxy=(549,265,673,274)
classified-ad-fineprint: xxxxxxxxx xxx xxxx xxxxxx xx xxx xxxxxxx xxxxx xxxx x xxxxxx xxxxxxxx xxx xxxxx xxxxxx xx xxxxxxx xxxx xx xxxxxxx xyxy=(786,430,890,439)
classified-ad-fineprint: xx xxxxx xx xxxxxxxxx xxx xxxx xxxxxx xx xxx xxxxxxx xxxxx xxxx x xxxxxx xxxxxxxx xxx xxxxx xxxxxx xx xxxx xyxy=(4,57,109,66)
classified-ad-fineprint: xxxx xx xxxxxxx xxx xxxxx xx xxxxxxxxx xxx xxxx xxxxxx xx xxx xxxxxxx xxxxx xxxx x xxxxxx xxxxxxxx xxx xxxxx xxxxxx xx xxxxxxx xx xxxxxxx xxx xxxxx xx xxxxxxxxx xxx xxxx xxxxx xyxy=(189,594,288,613)
classified-ad-fineprint: xx xxx xxxxx xx xxxxxxxxx xxx xxxx xxxxxx xx xxx xxxxxxx xxxxx xxxx x xxxxxx xxxxxxxx xxx xxxxx xxxxxx xx xxxxxxx xxxx xxx xxxx xxxxxx xx xxx xxxxxxx xxxxx xyxy=(292,42,417,56)
classified-ad-fineprint: xxxx xx xxxxxxxxx xxx xxxx xxxxxx xx xxx xxxxxxx xxxxx xxxx x xxxxxx xxxxxxxx xxx xxxxx xxxxxx xx xxxxxxx xx xxxxxxx xxx xxxxx xx xxxxxxxxx xxx xxxx xxxxxx xx xxx xxxxxxx xxxxx xxxx x xxx xyxy=(786,268,890,286)
classified-ad-fineprint: xxx xxx xxxxx xx xxxxxxxxx xxx xxxx xxxxxx xx xxx xxxxxxx xxxxx xxxx x xxxxxx xxxxxxxx xxx xxxxx xyxy=(113,81,185,95)
classified-ad-fineprint: xx xxxxxxxxx xxx xxxx xxxxxx xx xxx xxxxxxx xxxxx xxxx x xxxxxx xxxxxxxx xxx xxxxx xxxxxx xx xxxxxxx xxx xyxy=(549,1466,673,1475)
classified-ad-fineprint: xxx xx xxxxxxxxx xxx xxxx xxxxxx xx xxx xxxxxxx xxxxx xxxx x xxxxxx xxxxxxxx xxx xxxxx xxxxxx xx xxxxxxx xx xxx xxxxx xx xxxxxxxxx xxx xxxx xxxxxx xx xxx xxxxxxx xxxxx xxxx x xxxxxx xxxx xyxy=(549,960,673,974)
classified-ad-fineprint: x xx xxxxxxxxx xxx xxxx xxxxxx xx xxx xxxxxxx xxxxx xxxx x xxxxxx xxxxxxxx xxx xxxxx xxxxxx xx xxxxxxx xx xxxxxxx xxx xxxxx xx xxxxxxxxx xxx xxxx xxxxxx xx xxx xxxxxxx xxxxx xxxx x xxxxxx xxxxxxxx xxx x xyxy=(292,766,417,780)
display-ad xyxy=(4,208,108,225)
classified-ad-fineprint: xxxxxxxxx xxx xxxx xxxxxx xx xxx xxxxxxx xxxxx xxxx x xxxxxx xxxxxxxx xxx xxxxx xxxxxx xx xxxxxxx xxxxx xxx xxxxx xx xxxxxxxxx xxx xxxx xxxxx xyxy=(292,436,417,446)
classified-ad-fineprint: xx xxxxxxx xxx xxxxx xx xxxxxxxxx xxx xxxx xxxxxx xx xxx xxxxxxx xxxxx xxxx x xxxx xyxy=(113,1604,185,1614)
display-ad-text: Farmington Hills 737-4002 xyxy=(195,1528,283,1536)
classified-ad-fineprint: xx xxxxxxxxx xxx xxxx xxxxxx xx xxx xxxxxxx xxxxx xxxx x xxxxxx xxxxxxxx xxx xxxx xyxy=(677,540,782,550)
classified-ad-fineprint: xxxxxxx xxx xxxx xxxxxx xx xxx xxxxxxx xxxxx xxxx x xxxxxx xxxxxxxx xxx xxxxx xxxxxx xx xxxxxxx xx xxx xxxx xxxxxx xx xxx x xyxy=(786,220,890,230)
classified-ad-fineprint: xxxxxxxxx xxx xxxx xxxxxx xx xxx xxxxxxx xxxxx xxxx x xxxxxx xxxxxxxx xxx xxxxx xxxxxx xx xxxxxxx xx xxxxxxxxx xxx xxx xyxy=(786,1083,890,1092)
display-ad xyxy=(421,692,544,725)
classified-ad-fineprint: xx xxxxxxxxx xxx xxxx xxxxxx xx xxx xxxxxxx xxxxx xxxx x xxxxxx xxxxxxxx xxx xxxxx xxxxxx xx xxxxxxx xxxxx xx xxxxxxxxx xxx xxxx xxxxxx xx xx xyxy=(292,606,417,615)
classified-ad-fineprint: xxx xxx xxxxx xx xxxxxxxxx xxx xxxx xxxxxx xx xxx xxxxxxx xxxxx xxxx x xxxxxx xxxxxxxx xxx xxxxx xxxxxx xx xxxxxxx xxxxx xx xxxxxxxxx xxx xxxx xxxxxx xx xxx xxxxxxx xxxxx xxxx x xxxxxx xxxxxxxx xxx xxxxx xxxxxx xx xxxx xyxy=(677,551,782,570)
classified-ad-fineprint: xxx xxxx xxxxxx xx xxx xxxxxxx xxxxx xxxx x xxxxxx xxxxxxxx xxx xxxxx xxxxxx xx xxxxxxx x xxx xxxxx xx xxxxxxxxx xxx xxxx xyxy=(421,789,545,798)
classified-ad-fineprint: xxx xxxxx xx xxxxxxxxx xxx xxxx xxxxxx xx xxx xxxxxxx xxxxx xxxx x xxxxxx xxxxxxxx xxx xxxxx xxxxxx xx xxxxxxx xx xyxy=(189,260,288,270)
classified-ad-fineprint: xxxxx xxx xxxxx xx xxxxxxxxx xxx xxxx xxxxxx xx xxx xxxxxxx xxxxx xxxx x x xyxy=(549,1304,673,1313)
classified-ad-fineprint: xxx xxxxx xx xxxxxxxxx xxx xxxx xxxxxx xx xxx xxxxxxx xxxxx xxxx x xxxxxx xxxxxxxx xxx xxxxx xxxxxx xx xxxxxxx x xx xxxxxxx xxx xxxxx xx xyxy=(189,353,288,367)
classified-ad-fineprint: xxxxxxxxx xxx xxxx xxxxxx xx xxx xxxxxxx xxxxx xxxx x xxxxxx xxxxxxxx xxx xxxxx xxxxxx xx xxxxxxx xxxxxxx xxx xxxx xxxxxx xx xxx xxxxxxx xxx xyxy=(292,1895,417,1905)
display-ad xyxy=(113,1326,184,1340)
classified-ad-fineprint: xxxx xx xxxxxxx xxx xxxxx xx xxxxxxxxx xxx xxxx xxxxxx xx xxx xxxxxxx xxxxx xxxx x xxxxxx xxxxxxxx xxx xxxxx xxxxxx xx xxxxxxx xx xxx xxxxx xx xxxxxxxxx xxx xxxx xxxxxx xx xxx xxxxxxx xyxy=(189,1767,288,1785)
classified-ad-fineprint: x xxx xxxxx xx xxxxxxxxx xxx xxxx xxxxxx xx xxx xxxxxxx xxxxx xxxx x xxxxx xyxy=(549,1241,673,1251)
classified-ad-fineprint: xxx xxxx xxxxxx xx xxx xxxxxxx xxxxx xxxx x xxxxxx xxxxxxxx xxx xxxxx xxxxxx xx xxxxxxx x xxxxxxx xxx xxxxx xx xyxy=(677,1311,782,1321)
classified-ad-fineprint: xxxxxxx xxx xxxxx xx xxxxxxxxx xxx xxxx xxxxxx xx xxx xxxxxxx xxxxx xxxx x xyxy=(677,388,782,398)
classified-ad-fineprint: xxx xx xxxxxxxxx xxx xxxx xxxxxx xx xxx xxxxxxx xxxxx xxxx x xxxxxx xxxxxxxx xxx xxxxx xxxxxx xx xxxxxxx xxxx xx xxxxxxx xxx xxxxx xx xxxxxxxxx xxx xxxx xx xyxy=(549,1267,673,1281)
classified-ad-fineprint: xx xxxxx xx xxxxxxxxx xxx xxxx xxxxxx xx xxx xxxxxxx xxxxx xxxx x xxxxxx xxxxxxxx xxx xxxxx xxxxxx xx x xyxy=(292,756,417,765)
classified-ad-fineprint: xxxxxxxxx xxx xxxx xxxxxx xx xxx xxxxxxx xxxxx xxxx x xxxxxx xxxxxxxx xxx xxxxx xxxxxx xyxy=(292,462,417,472)
classified-ad-fineprint: xxxxxx xxx xxxxx xx xxxxxxxxx xxx xxxx xxxxxx xx xxx xxxxxxx xxxxx xxxx x xxxxxx xxxxxxxx xyxy=(677,1138,782,1147)
classified-ad-fineprint: xx xxx xxxx xxxxxx xx xxx xxxxxxx xxxxx xxxx x xxxxxx xxxxxxxx xxx xxxxx xxxxxx xx xxxxxxx xxx xxxx xxxxxx xx xxx xxxxxxx xxxxx xxxx x xxxxxx xxxxxxxx xxx xxxxx xyxy=(677,357,782,372)
classified-ad-fineprint: x xxxxxxxxx xxx xxxx xxxxxx xx xxx xxxxxxx xxxxx xxxx x xxxxxx xxxxxxxx xxx xxxxx xxxxxx xx xxxxxxx xxxx xx xxxxxxxxx xxx xxxx xxxxxx xx xxx xxxxxxx xx xyxy=(292,336,417,351)
classified-ad-fineprint: xxx xxx xxxx xxxxxx xx xxx xxxxxxx xxxxx xxxx x xxxxxx xxxxxxxx xxx xxxxx xxxxxx xx xxxxxxx xx xxxxxxxxx xxx xxxx x xyxy=(189,584,288,593)
classified-ad-fineprint: xxxxxx xxx xxxxx xx xxxxxxxxx xxx xxxx xxxxxx xx xxx xxxxxxx xxxxx xxxx x xxxxxx xxxxxxxx xxx xxxxx xxxxxx xx xxxxxxx xxxxxxxx xxx xxxx xxxxxx xx xxx xxxxxxx xxxxx xyxy=(292,1387,417,1401)
classified-ad-fineprint: xxx xxx xxxxx xx xxxxxxxxx xxx xxxx xxxxxx xx xxx xxxxxxx xxxxx xxxx x xxxxxx xxxxxxxx xxx xxxxx xxxxxx xx xxxxxxx xxxx xx xxxxxxx xxx xxxxx xx xxxxx xyxy=(113,451,185,470)
display-ad-text: GOODE xyxy=(220,1568,258,1580)
classified-ad-fineprint: xx xx xxxxxxx xxx xxxxx xx xxxxxxxxx xxx xxxx xxxxxx xx xxx xxxxxxx xxxxx xxxx x xxxxxx xxxxxxxx xxx xxxxx xxxxxx xx xxxxxxx xx xxxxx xyxy=(292,714,417,724)
classified-ad-fineprint: xx xxxxxxx xxx xxxxx xx xxxxxxxxx xxx xxxx xxxxxx xx xxx xxxxxxx xxxxx xxxx x xxxxxx xxxxxxxx xxx xxxxx xxxxxx xx xxxxxxx x xxxxxxxxx xxx xxxx xxxxxx xx xxx xx xyxy=(113,1485,185,1504)
display-ad-text: ★ xyxy=(349,412,360,427)
classified-ad-fineprint: xxxxxxx xxx xxxxx xx xxxxxxxxx xxx xxxx xxxxxx xx xxx xxxxxxx xxxxx xxxx x xxxxxx xxxxxxxx xxx xxxxx xxxxxx xx xxxxxxx x xxxxx xx xxxxxxxxx xxx xxxx xxxxxx xx xxx xxxxxxx xx xyxy=(677,373,782,387)
classified-ad-fineprint: xxxxxx xxx xxxx xxxxxx xx xxx xxxxxxx xxxxx xxxx x xxxxxx xxxxxxxx xxx xxxxx xxxxx xyxy=(292,1953,417,1963)
classified-ad-fineprint: xxxx xxx xxxx xxxxxx xx xxx xxxxxxx xxxxx xxxx x xxxxxx xxxxxxxx xxx xxxxx xxxxxx xx xxxxxxx xx xx xxxxxxxxx xxx xxxx xxxxxx xx xxx xxxxxx xyxy=(4,704,109,718)
display-ad-text: LEAVING TOWN xyxy=(211,1544,266,1552)
classified-ad-fineprint: xxxxxx xxx xxxxx xx xxxxxxxxx xxx xxxx xxxxxx xx xxx xxxxxxx xxxxx xxxx x xxxxxx xxxxxxxx xxx xxxxx xxxxxx xx xxxxxxx xxxxxxxx xxx xxxx xxxxxx xx xxx xxxxxxx xxxxx xxxx x xxxxxx xxxxxxxx xxx xxxxx xxxxxx xx xxx xyxy=(292,1040,417,1054)
classified-ad-fineprint: xxxxxx xxx xxxxx xx xxxxxxxxx xxx xxxx xxxxxx xx xxx xxxxxxx xxxxx xxxx x xxxxxx xxxxxxxx xxx xxxxx xxxxxx xx xxxxxxx x xxxxx xx xxxxxxxxx xxx xxxx xxxxxx xx xxx xxxxxxx xxxxx xxxx x xxxxxx xxxxxxxx xxx xyxy=(292,1923,417,1937)
classified-ad-fineprint: xxx xx xxxxxxx xxx xxxxx xx xxxxxxxxx xxx xxxx xxxxxx xx xxx xxxxxxx xxx xyxy=(421,825,543,830)
classified-ad-fineprint: xx xxxxxxx xxx xxxxx xx xxxxxxxxx xxx xxxx xxxxxx xx xxx xxxxxxx xxxxx xxx xyxy=(113,715,185,725)
classified-ad-fineprint: xx xxxxx xx xxxxxxxxx xxx xxxx xxxxxx xx xxx xxxxxxx xxxxx xxxx x xxxxxx xxxxxxxx xxx xxxxx xxxxxx xx xxxxxxx x xxxxx xx xxxxxxxxx xxx xxxx xxxxxx xx xxx xxxxxxx xyxy=(189,52,288,66)
classified-ad-fineprint: xx xxx xxxxx xx xxxxxxxxx xxx xxxx xxxxxx xx xxx xxxxxxx xxxxx xxxx x xxxxxx xxxxxxxx xx xyxy=(113,1529,185,1543)
classified-ad-fineprint: xxxxxxxxx xxx xxxx xxxxxx xx xxx xxxxxxx xxxxx xxxx x xxxxxx xxxxxxxx xxx xxxxx xxxxxx xx xxxxxxx xxxx xxx xxxx xxxxxx xx xxx xxxxxxx xxxxx xxxx x xyxy=(549,1252,673,1266)
classified-ad-fineprint: x xxxxxxx xxx xxxxx xx xxxxxxxxx xxx xxxx xxxxxx xx xxx xxxxxxx xxxxx xxxx x xxxxxx xxxxxxxx xxx xxxxx xxxxxx xx xxxxxxx xxxxx xx xxxxxxxx xyxy=(113,1199,185,1218)
classified-ad-fineprint: xxxxx xxx xxxxx xx xxxxxxxxx xxx xxxx xxxxxx xx xxx xxxxxxx xxxxx xxxx x xxxxxx xxxxxxxx xxx xxxxx xxxxxx xx xxxxxxx xx xxxxx xx xxxxxxxxx xxx xxxx xxxxxx xx xxx x xyxy=(292,185,417,199)
classified-ad-fineprint: x xxx xxxx xxxxxx xx xxx xxxxxxx xxxxx xxxx x xxxxxx xxxxxxxx xxx xxxxx xxxxxx xx xxxxxxx xxx xxxx xxxxxx xx x xyxy=(421,443,545,453)
classified-ad-fineprint: xxxxxxxxx xxx xxxx xxxxxx xx xxx xxxxxxx xxxxx xxxx x xxxxxx xxxxxxxx xxx xxxxx xxxxxx xx xxxxxxx xxxx xxx xxxx xxxxxx xx xxx xxxxxxx xxxxx xxxx x xxxxxx xxxxxxxx xxx xxxxx xxxxxx xx xxxx xyxy=(189,1090,288,1109)
display-ad-text: NOVI RIDGE xyxy=(462,705,504,713)
classified-ad-fineprint: x xxx xxxx xxxxxx xx xxx xxxxxxx xxxxx xxxx x xxxxxx xxxxxxxx xxx xxxxx xxxxxx xx xxxxxxx xxxxxx xxx xxxxx xx xxxxxxxxx xxx xxxx xxxxxx xx xxx xxxxxxx xxxxx xxxx x xxxxxx xxxxxxxx xxx xxxxx xyxy=(189,240,288,259)
classified-ad-fineprint: x xx xxxxxxxxx xxx xxxx xxxxxx xx xxx xxxxxxx xxxxx xxxx x xxxxxx xxxxxxxx xxx xxxxx xxxxxx xx xxxxxxx xxx xxxxx xx xxxxxxxxx xxx xxxx xxxxxx xx xxx xyxy=(113,1041,185,1059)
classified-ad-fineprint: x xxx xxxxx xx xxxxxxxxx xxx xxxx xxxxxx xx xxx xxxxxxx xxxxx xxxx x xxxxxx x xyxy=(113,390,185,399)
classified-ad-fineprint: xxxxxx xxx xxxxx xx xxxxxxxxx xxx xxxx xxxxxx xx xxx xxxxxxx xxxxx xxxx x xxxxxx xxxxxxxx xxx xxxxx xxxxxx xx xxxxxx xyxy=(113,1219,185,1233)
classified-ad-fineprint: xx xxxxxxxxx xxx xxxx xxxxxx xx xxx xxxxxxx xxxxx xxxx x xxxxxx xxxxxxxx xxx xxxxx xxxxxx xx xxxxxxx xx xxxxxxx xxx xxxxx xx xxxxxxxxx xxx xxxx xxxxxx xx xxx x xyxy=(549,466,673,481)
section-heading: 412 Townhouses-Condos For Rent xyxy=(421,29,545,38)
display-ad-text: TRAVERSE CITY xyxy=(688,341,770,353)
display-ad xyxy=(549,1040,672,1062)
display-ad-text: CALL xyxy=(824,1245,852,1257)
classified-ad-fineprint: x xxx xxxx xxxxxx xx xxx xxxxxxx xxxxx xxxx x xxxxxx xxxxxxxx xxx xxxxx xxxxxx xx xxxxxxx xxxxxx xxx xxxxx xx xxxxxxxxx xxx xxxx xxxxxx xx xxx xxxx xyxy=(786,480,890,494)
classified-ad-fineprint: xxxxx xxx xxxx xxxxxx xx xxx xxxxxxx xxxxx xxxx x xxxxxx xxxxxxxx xxx xxxxx xxxxxx xx xxxxxxx xxx xxxxx xx xxxxxxxxx xxx xxxx xxxxxx xx xxx xxxxxxx xxxxx xxxx x xxxxxx xxxxxxxx xxx xxxxx xxxxxx xx xxxxxxx xx xxxxxxxxx xyxy=(677,87,782,106)
display-ad-text: & SURROUNDING AREA xyxy=(582,1028,640,1035)
classified-ad-fineprint: xx xxxxxxx xxx xxxxx xx xxxxxxxxx xxx xxxx xxxxxx xx xxx xxxxxxx xxxxx xxxx x xxxxxx xxxxxxxx xxx xxxxx xxxxxx xx xxx xyxy=(677,699,782,708)
classified-ad-fineprint: x xxx xxxxx xx xxxxxxxxx xxx xxxx xxxxxx xx xxx xxxxxxx xxxxx xxxx x xxxxxx xxxxxxxx xxx xxxxx xxxxxx xx xxxxxxx xxx xxxxx xx xxxxxxxxx xxx xxxx xxxxxx xx xxx xxxxxxx xxxxx xxxx x xxxxxx xxxxxxxx xxx xxxxx xxxxx xyxy=(189,1476,288,1495)
classified-column xyxy=(2,24,110,1964)
classified-ad-fineprint: xxxxxxx xxx xxxx xxxxxx xx xxx xxxxxxx xxxxx xxxx x xxxxxx xxxxxxxx xxx xxxxx xxxxxx xx xxxxxxx xx xxxxxxxxx xxx xyxy=(677,214,782,224)
classified-ad-fineprint: xxxxx xx xxxxxxxxx xxx xxxx xxxxxx xx xxx xxxxxxx xxxxx xxxx x xxxxxx xxxxxxxx xxx xxxxx xxxxxx xx xxxxxxx xx xxx xxxx xxxxxx xx xxx xxxxxxx xxxxx xxxx x xxxxxx xxxxxxx xyxy=(113,167,185,186)
display-ad xyxy=(189,631,287,645)
classified-ad-fineprint: x xx xxxxxxx xxx xxxxx xx xxxxxxxxx xxx xxxx xxxxxx xx xxx xxxxxxx xxxxx xx xyxy=(4,791,109,801)
classified-ad-fineprint: xxxx xxx xxxxx xx xxxxxxxxx xxx xxxx xxxxxx xx xxx xxxxxxx xxxxx xxxx x xxxxxx xxxxxxxx xxx xxxxx xxxxxx xx xxxxxxx xx xxxxxxxxx xxx xxxx xxxxxx xx xxx xxxxxxx xxxxx xxxx x xxxxxx xxxxxxx xyxy=(189,1211,288,1230)
section-heading: 415 Vacation Rentals xyxy=(549,570,672,583)
classified-ad-fineprint: xxx xxxx xxxxxx xx xxx xxxxxxx xxxxx xxxx x xxxxxx xxxxxxxx xxx xxxxx xxxxxx xx xxxxxxx xxx xxxxx xx xxxxxxxxx xxx xxxx xxxxxx xx xxx xxxxxxx xxxxx xxxx x xxxxxx xxxxxxxx xxx xxxxx xxxxxx xx xxxx xyxy=(189,979,288,998)
classified-ad-fineprint: x xx xxxxxxxxx xxx xxxx xxxxxx xx xxx xxxxxxx xxxxx xxxx x xxxxxx xxxxxxxx xxx xxxxx xxxxxx xx xxxxxxx xx xxxxxxx xxx xxxxx xx xxxxxxxxx xxx xxxx xxxxxx xyxy=(189,516,288,531)
classified-ad-fineprint: xx xxxxxxxxx xxx xxxx xxxxxx xx xxx xxxxxxx xxxxx xxxx x xxxxxx xxxxxxxx xxx xxxxx xxxxxx xx xxxxxxx x xx xxxxxxx xxx xx xyxy=(189,338,288,352)
classified-ad-fineprint: xxxxxxx xxx xxxxx xx xxxxxxxxx xxx xxxx xxxxxx xx xxx xxxxxxx xxxxx xxxx x xxxxxx xxxxxxxx xxx xxxxx xxxxxx xx xxxxxxx xxxx xx xxxxxxx xxx xxxxx xx xyxy=(786,1165,890,1179)
classified-ad-fineprint: xx xxx xxxx xxxxxx xx xxx xxxxxxx xxxxx xxxx x xxxxxx xxxxxxxx xxx xxxxx xxxxxx xx xxxx xyxy=(677,1255,782,1264)
classified-ad-fineprint: xx xxx xxxx xxxxxx xx xxx xxxxxxx xxxxx xxxx x xxxxxx xxxxxxxx xxx xxxxx xxxxxx xx xxxxxxx xxxx xx xxxxxxxxx xxx xxxx xxxxxx xx xxx xxxxxxx xxxxx xxxx x xxxxxx xxxxxxxx xxx xxxxx xyxy=(292,979,417,993)
classified-ad-fineprint: xxxxxxxxx xxx xxxx xxxxxx xx xxx xxxxxxx xxxxx xxxx x xxxxxx xxxxxxxx xxx xxxxx xxxxxx xx xxxxxxx xxxxxxxx xxx xxxx xxxxxx xx xxx xxxxxxx xxxxx xxxx x xxxxxx xxxxxxx xyxy=(292,83,417,97)
classified-ad-fineprint: xxxxx xx xxxxxxxxx xxx xxxx xxxxxx xx xxx xxxxxxx xxxxx xxxx x xxxxxx xxxxxxxx xxx xxxxx xxxxx xyxy=(292,200,417,210)
display-ad xyxy=(113,276,184,290)
classified-ad-fineprint: xxxxx xx xxxxxxxxx xxx xxxx xxxxxx xx xxx xxxxxxx xxxxx xxxx x xxxxxx xxxxxxxx xxx xx xyxy=(4,915,109,925)
classified-ad-fineprint: xxxxxxx xxx xxxxx xx xxxxxxxxx xxx xxxx xxxxxx xx xxx xxxxxxx xxxxx xxxx x xxxxxx xxxxxxxx xxx xxxxx xxxxxx xx xxxxxxx xyxy=(421,978,545,987)
classified-ad-fineprint: x xxx xxxx xxxxxx xx xxx xxxxxxx xxxxx xxxx x xxxxxx xxxxxxxx xxx xxxxx xxxxxx xx xxxxxxx xxxxx xx xxxxxxxxx xxx xxxx xxxxxx xx xxx xxxxxxx xxxxx xxxx x xxxxxx xxxxxxxx xxx xx xyxy=(292,1854,417,1868)
classified-ad-fineprint: xx xxxxx xx xxxxxxxxx xxx xxxx xxxxxx xx xxx xxxxxxx xxxxx xxxx x xxxxxx xxxxxxxx xxx x xyxy=(421,815,545,824)
classified-ad-fineprint: xxx xx xxxxxxxxx xxx xxxx xxxxxx xx xxx xxxxxxx xxxxx xxxx x xxxxxx xxxxxxxx xxx xxxxx xxxxxx xx xxxxxxx xxxxxx xxx xxxx xxxxxx xx xxx xxxxxxx xxxxx xxxx x xxxxxx xxxxxxxx xxx xyxy=(189,764,288,782)
classified-ad-fineprint: xxx xx xxxxxxxxx xxx xxxx xxxxxx xx xxx xxxxxxx xxxxx xxxx x xxxxxx xxxxxxxx xxx xxxxx xxxxxx xx xxxxxxx xxxxxxx xxx xxxxx xx xxxxx xyxy=(292,129,417,138)
classified-ad-fineprint: xx xx xxxxxxx xxx xxxxx xx xxxxxxxxx xxx xxxx xxxxxx xx xxx xxxxxxx xxxxx xxxx x xxxxxx xxxxxxxx xxx xxxxx xxxxxx xx xxxxxxx xxxxx xxx xxxxx xx xxxxxxxxx xxx xyxy=(292,1543,417,1557)
classified-ad-fineprint: xxx xx xxxxxxx xxx xxxxx xx xxxxxxxxx xxx xxxx xxxxxx xx xxx xxxxxxx xxxxx xxxx x xxxxxx xxxxxxxx xxx xxxxx xxxxxx xx xxxxxxx xx xxxxxxxxx xxx xxxx xxxxxx xx xxx xxxxxxx xxxxx xxx xyxy=(421,69,545,83)
classified-ad-fineprint: xx xxx xxxx xxxxxx xx xxx xxxxxxx xxxxx xxxx x xxxxxx xxxxxxxx xxx xxxxx xxxxxx xx xxxxxxx xxxxxx xxx xxxx xxxxxx xx xxx xxxxxxx xxxxx xxxx x xxxxxx xxxxxxxx xxx xxxxx xxxxxx xx xxxxxxx xx xx xyxy=(292,1220,417,1234)
classified-ad-fineprint: xxx xxxxx xx xxxxxxxxx xxx xxxx xxxxxx xx xxx xxxxxxx xxxxx xxxx x xxxxxx xxxxxxxx xxx xxxxx xxxxxx xx xxxxxxx xxxx xx xxxxxxxxx xxx x xyxy=(113,107,185,126)
classified-ad-fineprint: xxxxx xx xxxxxxxxx xxx xxxx xxxxxx xx xxx xxxxxxx xxxxx xxxx x xxxxxx xxxxxxxx xxx xxxxx xxxxxx xx xxxxxxx xxx xxxx xxxxxx xx xxx xxxxxxx xxxxx xxxx x xxxxxx xxxxxxxx xxx xxxxx xxxxxx xx xxxxxxx xx xxx xxxx xxxxxx xx xyxy=(292,447,417,461)
classified-ad-fineprint: xxxxx xxx xxxxx xx xxxxxxxxx xxx xxxx xxxxxx xx xxx xxxxxxx xxxxx xxxx x xxxxxx xxxxxxx xyxy=(421,95,545,105)
classified-ad-fineprint: xxxxxx xxx xxxxx xx xxxxxxxxx xxx xxxx xxxxxx xx xxx xxxxxxx xxxxx xxxx x xxxxxx xxxxxxxx xxx xxxxx xxxxx xyxy=(292,352,417,361)
classified-ad-fineprint: xxxxx xx xxxxxxxxx xxx xxxx xxxxxx xx xxx xxxxxxx xxxxx xxxx x xxxxxx xxxxxxxx xxx xxxxx xxxxxx xx xxxxxxx xxxxxxx xxx xxx xyxy=(292,531,417,540)
classified-ad-fineprint: xxxxx xx xxxxxxxxx xxx xxxx xxxxxx xx xxx xxxxxxx xxxxx xxxx x xxxxxx xxxxxxxx xxx xxxxx xxxxxx xx xxxxxxx xxx xxx xxxx xxxxxx xx xxx xxxxxxx xxxxx xxxx x xxxxxx xxxxxxxx xxx xxxxx xxxxxx xx xxx xyxy=(786,694,890,712)
display-ad-text: Corporate Apts. Furnished xyxy=(26,154,86,161)
classified-ad-fineprint: xxxxx xx xxxxxxxxx xxx xxxx xxxxxx xx xxx xxxxxxx xxxxx xxxx x xxxxxx xxxxxxxx xxx xxx xyxy=(421,988,545,998)
display-ad-text: RICHTER & ASSOC. xyxy=(115,1075,183,1083)
classified-ad-fineprint: xxx xxxx xxxxxx xx xxx xxxxxxx xxxxx xxxx x xxxxxx xxxxxxxx xxx xxxxx xxxxxx xx xxxxxxx xx xxx xxxxx xx xxxxxxxxx xxx xxxx xxxxxx xx xxx xxxxxxx xxxxx xxxx x xxxxxx x xyxy=(786,1067,890,1082)
classified-ad-fineprint: x xxx xxxx xxxxxx xx xxx xxxxxxx xxxxx xxxx x xxxxxx xxxxxxxx xxx xxxxx xxxxxx xx xxxxxxx xxxx xxx xxxx xxxxxx xx xxx xxxxxxx xxxxx xxxx x xxxxxx xxxxxxxx xxx xxxxx xxxxxx xx xxxxxxx xxxxxxxxx xxx xxxx xxxxxx xx xxx xyxy=(4,611,109,630)
classified-ad-fineprint: xx xxxxxxx xxx xxxxx xx xxxxxxxxx xxx xxxx xxxxxx xx xxx xxxxxxx xxxxx xxxx x xxxxxx xxxxxxxx xxx xxxxx xxxxxx xx xxxxxxx xxxxxxx xxx xxxxx xx xxxxxxx xyxy=(549,554,673,568)
section-heading: 407 Mobile Homes For Rent xyxy=(189,1594,288,1604)
classified-ad-fineprint: xx xx xxxxxxx xxx xxxxx xx xxxxxxxxx xxx xxxx xxxxxx xx xxx xxxxxxx xxxxx xxxx x xxxxxx xxxxxxxx xxx xxxxx xxxxxx xx xxxxxxx x xxx xxxxx xx xxx xyxy=(4,848,109,862)
classified-ad-fineprint: xxxxxxx xxx xxxx xxxxxx xx xxx xxxxxxx xxxxx xxxx x xxxxxx xxxxxxxx xxx xxxxx xxxxxx xx xxxxxxx xxxxxxxx xxx xxxx xxxxxx xx xxx xxxxxxx xxxxx xxxx x xxxxxx xxxxxxxx xxx xxxxx xxxxxx xx xxxxxxx xyxy=(677,885,782,904)
classified-ad-fineprint: xxxxx xxx xxxx xxxxxx xx xxx xxxxxxx xxxxx xxxx x xxxxxx xxxxxxxx xxx xxxxx xxxxxx xx xxxxxxx xxxxx xx xxxxxxxxx xxx xxxx xx xyxy=(292,1474,417,1483)
classified-ad-fineprint: xxx xxx xxxxx xx xxxxxxxxx xxx xxxx xxxxxx xx xxx xxxxxxx xxxxx xxxx x xxxxxx xxxxxxxx xxx xxxxx xxxxxx xx xxxxxxx xxx xxxxx xx xxxxxxxxx xxx xxxx xxxxxx xx xxx xxxxxxx xxxxx xxx xyxy=(786,288,890,302)
classified-ad-fineprint: xxxxxxx xxx xxxxx xx xxxxxxxxx xxx xxxx xxxxxx xx xxx xxxxxxx xxxxx xxxx x xxxxxx xxxxxxxx xxx xxxxx xxxxxx x xyxy=(421,613,545,622)
classified-ad-fineprint: xxx xxxx xxxxxx xx xxx xxxxxxx xxxxx xxxx x xxxxxx xxxxxxxx xxx xxxxx xxxxxx xx xxxxxxx xxxx xxx xxxxx xx xxxxxxxxx xxx xxxx xxxxxx xx xxx xxxxxxx xxxxx xxxx xyxy=(113,882,185,900)
classified-ad-fineprint: xxxxxxxx xxx xxxx xxxxxx xx xxx xxxxxxx xxxxx xxxx x xxxxxx xxxxxxxx xxx xxxxx xxxxxx xx xxxxxxx xxxxxx xxx xxxx xxxxxx xx xxx xxxxxxx xxxxx xxxx x xxxxxx x xyxy=(677,870,782,884)
display-ad-text: Furnished Apts. xyxy=(21,210,91,222)
classified-ad-fineprint: xxx xx xxxxxxx xxx xxxxx xx xxxxxxxxx xxx xxxx xxxxxx xx xxx xxxxxxx xxxxx xxxx x xxxxxx xx xyxy=(292,373,417,383)
classified-ad-fineprint: xx xxxxx xx xxxxxxxxx xxx xxxx xxxxxx xx xxx xxxxxxx xxxxx xxxx x xxxxxx xxxxxxxx xxx xxxxx xx xyxy=(549,1444,673,1454)
classified-ad-fineprint: xxxxxxxxx xxx xxxx xxxxxx xx xxx xxxxxxx xxxxx xxxx x xxxxxx xxxxxxxx xx xyxy=(786,1180,890,1190)
classified-ad-fineprint: x xxxxx xx xxxxxxxxx xxx xxxx xxxxxx xx xxx xxxxxxx xxxxx xxxx x xxxxxx xxxxxxxx xxx xxxxx xxxxxx xx xxxxxxx x xxx xxxxx xx xxxxxxxxx xxx xxxx xxxxxx xx xxx xxxxxxx x xyxy=(549,109,673,123)
classified-ad-fineprint: xxx xxxxx xx xxxxxxxxx xxx xxxx xxxxxx xx xxx xxxxxxx xxxxx xxxx x xxxxxx xxxxxxxx xx xyxy=(113,1645,185,1660)
classified-ad-fineprint: xxx xxxxx xx xxxxxxxxx xxx xxxx xxxxxx xx xxx xxxxxxx xxxxx xxxx x xxxxxx xxxxxxxx xyxy=(292,1203,417,1213)
display-ad xyxy=(421,1022,544,1053)
display-ad-text: 644-1070 xyxy=(823,1293,853,1301)
display-ad-text: GET IT NOW! xyxy=(332,1830,377,1838)
classified-ad-fineprint: xxx xxx xxxx xxxxxx xx xxx xxxxxxx xxxxx xxxx x xxxxxx xxxxxxxx xxx xxxxx xxxxxx xx xxxxxx xyxy=(292,1484,417,1494)
display-ad-text: 547-9393 xyxy=(467,513,498,521)
classified-ad-fineprint: xxxxx xxx xxxx xxxxxx xx xxx xxxxxxx xxxxx xxxx x xxxxxx xxxxxxxx xxx xxxxx xxxxxx xx xxxxxxx xx xxxxxxx xxx xxxxx xx xxxxxxxxx xxx xxxx xxxxxx xx xxx xxxxxxx xxxxx xxxx x xxxxxx xxxxxxxx xxx xxxxx xxxxxx xx xxxxx xyxy=(677,1322,782,1341)
display-ad xyxy=(786,751,890,769)
classified-ad-fineprint: xxxxxxx xxx xxxxx xx xxxxxxxxx xxx xxxx xxxxxx xx xxx xxxxxxx xxxxx xxxx x xxxxxx xxxxxxxx xxx xxxxx xxxxxx xx xxxxxxx xxx xx xxxxxxx xxx xxxxx xx xxxxxxxxx xxx xxxx xxxxxx xx xyxy=(677,464,782,479)
classified-ad-fineprint: xxx xxxxx xx xxxxxxxxx xxx xxxx xxxxxx xx xxx xxxxxxx xxxxx xxxx x xxxxxx xxxxxxxx xxx xxxxx xxxxxx xx xxxxxxx xxxxx xx xxxxxxxxx xxx xxxx xxxxxx xx xxx xxxxxxx xxxxx xxxx x xxxxxx xxxxxxxx xxx xxxxx x xyxy=(113,207,185,230)
classified-ad-fineprint: x xx xxxxxxx xxx xxxxx xx xxxxxxxxx xxx xxxx xxxxxx xx xxx xxxxxxx xxxxx xxxx x xxxxxx xxxxxxxx xxx xxxxx xxxxxx xx xxxxxxx xx xxxxxxx xxx xxxxx xx xxxxxxxxx xxx xxxx xxxxxx xx xxx xxxxxxx xxxxx x xyxy=(189,434,288,453)
classified-ad-fineprint: x xx xxxxxxxxx xxx xxxx xxxxxx xx xxx xxxxxxx xxxxx xxxx x xxxxxx xxxxxxxx xxx xxxxx xxxxxx xx xxxxxxx xxxxxxx xxx xxxxx xx xxxxxxxxx xxx xxxx xxxxxx xx xxx xx xyxy=(786,142,890,157)
